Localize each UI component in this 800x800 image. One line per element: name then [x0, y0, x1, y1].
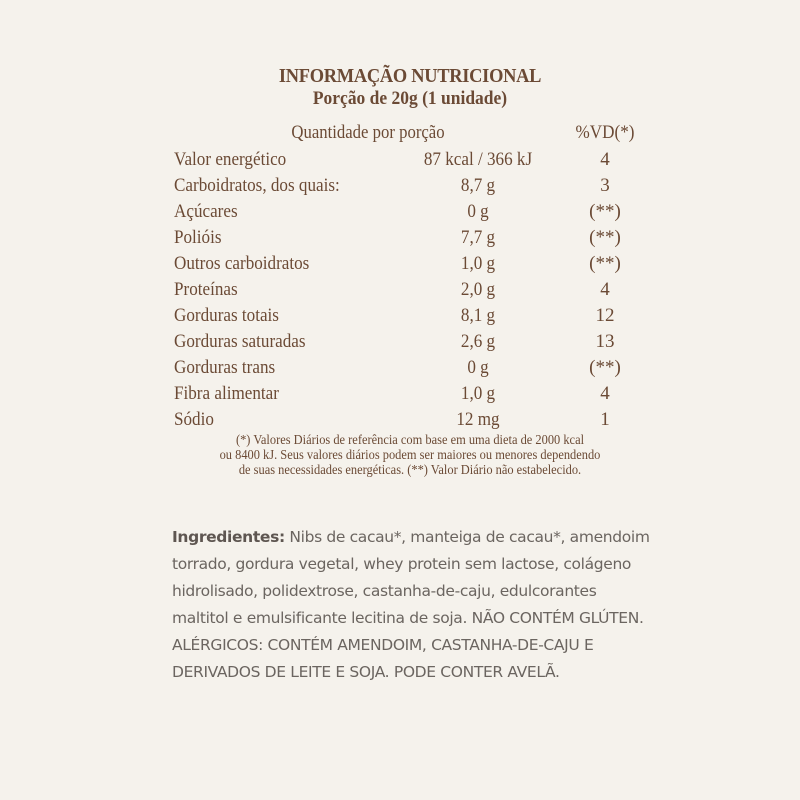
- nutrient-quantity: 0 g: [467, 201, 489, 222]
- table-row: [170, 251, 650, 277]
- nutrient-dv: 3: [600, 175, 610, 196]
- nutrient-dv: (**): [589, 201, 621, 222]
- nutrient-name: Valor energético: [174, 149, 287, 170]
- nutrient-dv: 12: [595, 305, 615, 326]
- nutrition-title: INFORMAÇÃO NUTRICIONAL: [278, 65, 542, 87]
- table-row: [170, 277, 650, 303]
- nutrition-facts-table: [170, 64, 650, 477]
- nutrient-quantity: 8,1 g: [460, 305, 496, 326]
- ingredients-text: Nibs de cacau*, manteiga de cacau*, amendoim torrado, gordura vegetal, whey protein sem lactose, colágeno hidrolisado, polidextrose, castanha-de-caju, edulcorantes maltitol e emulsificante lecitina de soja. NÃO CONTÉM GLÚTEN. ALÉRGICOS: CONTÉM AMENDOIM, CASTANHA-DE-CAJU E DERIVADOS DE LEITE E SOJA. PODE CONTER AVELÃ.: [172, 528, 650, 681]
- nutrient-quantity: 2,0 g: [460, 279, 496, 300]
- table-row: [170, 407, 650, 433]
- nutrient-name: Fibra alimentar: [174, 383, 279, 404]
- nutrient-dv: (**): [589, 357, 621, 378]
- table-row: [170, 381, 650, 407]
- nutrient-dv: 1: [600, 409, 610, 430]
- ingredients-paragraph: [172, 524, 652, 686]
- table-row: [170, 329, 650, 355]
- nutrient-name: Gorduras totais: [174, 305, 279, 326]
- nutrient-quantity: 1,0 g: [460, 253, 496, 274]
- nutrient-quantity: 0 g: [467, 357, 489, 378]
- nutrient-name: Gorduras trans: [174, 357, 276, 378]
- footnote-line: de suas necessidades energéticas. (**) Valor Diário não estabelecido.: [238, 462, 582, 477]
- serving-size: Porção de 20g (1 unidade): [312, 88, 508, 109]
- header-quantity: Quantidade por porção: [291, 122, 445, 143]
- nutrient-dv: (**): [589, 227, 621, 248]
- nutrient-quantity: 1,0 g: [460, 383, 496, 404]
- nutrient-name: Sódio: [174, 409, 214, 430]
- table-row: [170, 199, 650, 225]
- nutrient-dv: 4: [600, 149, 610, 170]
- nutrient-dv: 4: [600, 279, 610, 300]
- table-header: [170, 122, 650, 146]
- table-row: [170, 147, 650, 173]
- footnote-line: ou 8400 kJ. Seus valores diários podem ser maiores ou menores dependendo: [219, 447, 601, 462]
- nutrient-name: Outros carboidratos: [174, 253, 310, 274]
- header-daily-value: %VD(*): [575, 122, 635, 143]
- nutrient-name: Polióis: [174, 227, 222, 248]
- nutrient-name: Açúcares: [174, 201, 238, 222]
- daily-value-footnote: [189, 432, 631, 477]
- nutrient-dv: (**): [589, 253, 621, 274]
- nutrient-quantity: 7,7 g: [460, 227, 496, 248]
- nutrient-quantity: 8,7 g: [460, 175, 496, 196]
- nutrient-dv: 13: [595, 331, 615, 352]
- nutrient-dv: 4: [600, 383, 610, 404]
- table-row: [170, 173, 650, 199]
- nutrient-name: Carboidratos, dos quais:: [174, 175, 340, 196]
- nutrient-quantity: 2,6 g: [460, 331, 496, 352]
- nutrient-quantity: 87 kcal / 366 kJ: [423, 149, 533, 170]
- nutrient-name: Gorduras saturadas: [174, 331, 306, 352]
- table-row: [170, 225, 650, 251]
- table-row: [170, 303, 650, 329]
- footnote-line: (*) Valores Diários de referência com base em uma dieta de 2000 kcal: [235, 432, 585, 447]
- table-row: [170, 355, 650, 381]
- ingredients-label: Ingredientes:: [172, 528, 285, 546]
- nutrient-name: Proteínas: [174, 279, 238, 300]
- nutrition-rows: [170, 147, 650, 433]
- nutrient-quantity: 12 mg: [456, 409, 500, 430]
